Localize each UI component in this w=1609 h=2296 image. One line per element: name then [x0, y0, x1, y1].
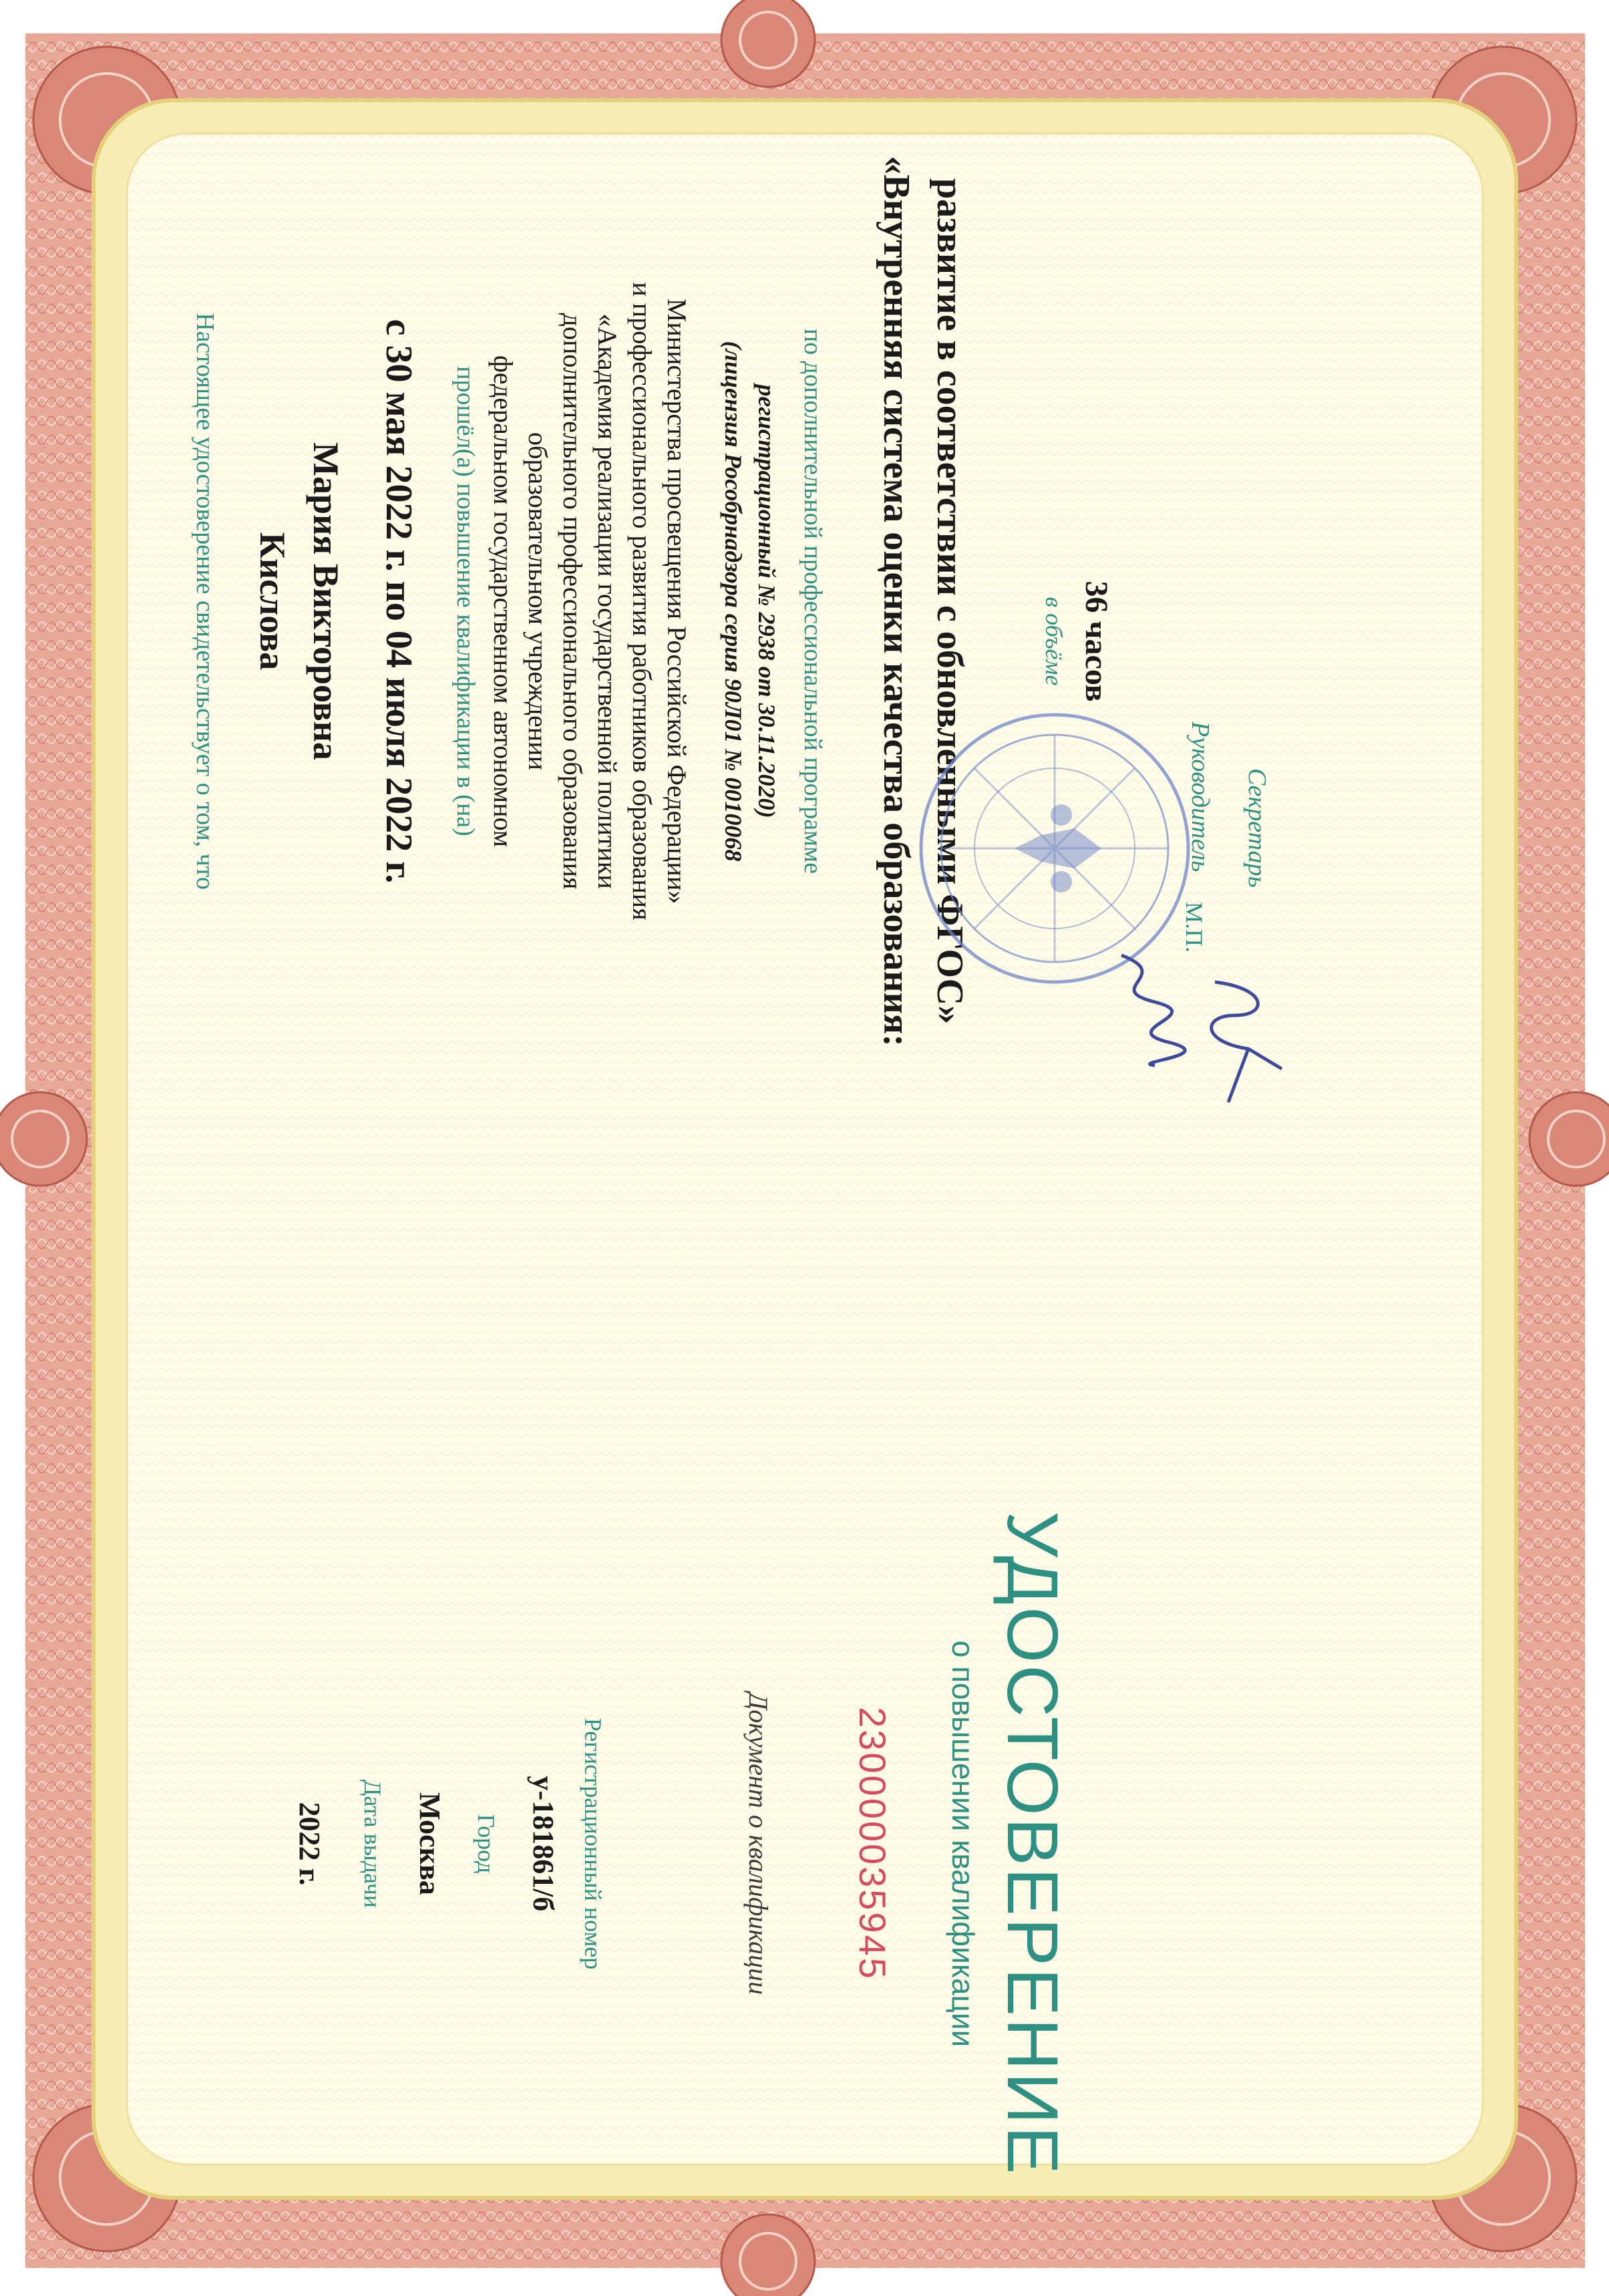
- org-line-2: образовательном учреждении: [523, 432, 553, 770]
- org-line-6: Министерства просвещения Российской Федерации»: [662, 298, 692, 905]
- serial-number: 230000035945: [852, 1707, 894, 1981]
- org-line-5: и профессионального развития работников образования: [627, 282, 657, 921]
- program-title-line-2: развитие в соответствии с обновленными ФГОС»: [929, 178, 970, 1025]
- recipient-given-names: Мария Викторовна: [306, 442, 346, 760]
- head-label: Руководитель: [1186, 721, 1214, 872]
- program-label: по дополнительной профессиональной программе: [799, 328, 827, 874]
- city-label: Город: [473, 1814, 500, 1874]
- issue-date-label: Дата выдачи: [359, 1779, 386, 1909]
- reg-number-label: Регистрационный номер: [580, 1717, 606, 1970]
- head-signature: [1095, 949, 1195, 1069]
- volume-label: в объёме: [1041, 597, 1067, 686]
- official-seal: [914, 708, 1195, 989]
- reg-number-value: у-181861/б: [527, 1776, 560, 1912]
- passed-text: прошёл(а) повышение квалификации в (на): [452, 366, 480, 836]
- document-type: Документ о квалификации: [743, 1692, 773, 1995]
- license-line-1: (лицензия Рособрнадзора серия 90Л01 № 0010068: [720, 341, 747, 862]
- license-line-2: регистрационный № 2938 от 30.11.2020): [753, 384, 780, 818]
- city-value: Москва: [413, 1792, 446, 1895]
- document-title: УДОСТОВЕРЕНИЕ: [993, 1511, 1073, 2176]
- org-line-4: «Академия реализации государственной политики: [592, 313, 622, 889]
- document-subtitle: о повышении квалификации: [946, 1640, 980, 2047]
- seal-label: М.П.: [1181, 902, 1208, 953]
- issue-date-value: 2022 г.: [293, 1802, 326, 1886]
- volume-value: 36 часов: [1079, 581, 1114, 702]
- intro-text: Настоящее удостоверение свидетельствует о том, что: [191, 313, 219, 890]
- secretary-label: Секретарь: [1243, 768, 1271, 888]
- program-title-line-1: «Внутренняя система оценки качества образования:: [876, 156, 917, 1047]
- training-period: с 30 мая 2022 г. по 04 июля 2022 г.: [378, 319, 419, 884]
- recipient-surname: Кислова: [252, 532, 293, 671]
- org-line-3: дополнительного профессионального образования: [558, 313, 588, 890]
- org-line-1: федеральном государственном автономном: [488, 355, 518, 848]
- secretary-signature: [1188, 969, 1295, 1116]
